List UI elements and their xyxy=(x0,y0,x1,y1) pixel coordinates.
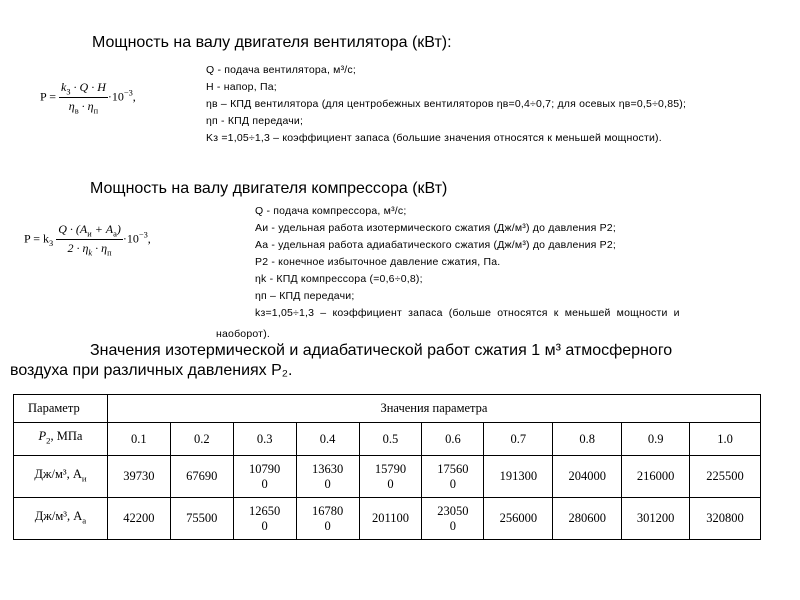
table-cell: 39730 xyxy=(107,456,170,498)
fan-power-formula: P = $\frac{k_З \cdot Q \cdot H}{\eta_в \cdot \eta_п}$ $\cdot 10^{-3}$, xyxy=(40,80,136,116)
table-cell: 0.1 xyxy=(107,423,170,456)
table-header-row xyxy=(14,395,761,423)
table-cell: 0.4 xyxy=(296,423,359,456)
table-cell: 225500 xyxy=(690,456,761,498)
table-cell: 13630 0 xyxy=(296,456,359,498)
table-row-adiabatic xyxy=(14,498,761,540)
compressor-note-q: Q - подача компрессора, м³/с; xyxy=(255,205,407,217)
row-label-adiabatic: Дж/м³, $A_а$ xyxy=(14,498,108,540)
fan-note-eta-p: ηп - КПД передачи; xyxy=(206,115,304,127)
table-cell: 15790 0 xyxy=(359,456,422,498)
table-cell: 0.3 xyxy=(233,423,296,456)
table-cell: 42200 xyxy=(107,498,170,540)
compressor-note-p2: P2 - конечное избыточное давление сжатия, Па. xyxy=(255,256,501,268)
table-cell: 23050 0 xyxy=(422,498,484,540)
table-cell: 17560 0 xyxy=(422,456,484,498)
fan-power-heading: Мощность на валу двигателя вентилятора (кВт): xyxy=(92,34,452,51)
table-cell: 280600 xyxy=(553,498,622,540)
table-cell: 216000 xyxy=(622,456,690,498)
row-label-isothermal: Дж/м³, $A_и$ xyxy=(14,456,108,498)
header-values: Значения параметра xyxy=(107,395,760,423)
table-cell: 67690 xyxy=(170,456,233,498)
table-cell: 201100 xyxy=(359,498,422,540)
table-row-pressure xyxy=(14,423,761,456)
table-cell: 75500 xyxy=(170,498,233,540)
compressor-note-k: kз=1,05÷1,3 – коэффициент запаса (больше относятся к меньшей мощности и xyxy=(255,307,680,319)
compressor-note-eta-k: ηk - КПД компрессора (=0,6÷0,8); xyxy=(255,273,423,285)
row-label-pressure: $P_2$, МПа xyxy=(14,423,108,456)
table-cell: 301200 xyxy=(622,498,690,540)
table-cell: 12650 0 xyxy=(233,498,296,540)
table-cell: 0.9 xyxy=(622,423,690,456)
fan-note-q: Q - подача вентилятора, м³/с; xyxy=(206,64,356,76)
header-param: Параметр xyxy=(14,395,108,423)
compressor-note-aa: Aа - удельная работа адиабатического сжатия (Дж/м³) до давления P2; xyxy=(255,239,617,251)
table-heading-line2: воздуха при различных давлениях P₂. xyxy=(10,362,293,379)
compressor-note-k-continued: наоборот). xyxy=(216,328,271,340)
table-cell: 10790 0 xyxy=(233,456,296,498)
compressor-power-heading: Мощность на валу двигателя компрессора (кВт) xyxy=(90,180,448,197)
table-cell: 1.0 xyxy=(690,423,761,456)
table-cell: 320800 xyxy=(690,498,761,540)
work-values-table xyxy=(13,394,761,540)
compressor-notes xyxy=(255,203,680,322)
table-heading-line1: Значения изотермической и адиабатической работ сжатия 1 м³ атмосферного xyxy=(90,342,673,359)
fan-notes xyxy=(206,62,686,147)
table-cell: 0.2 xyxy=(170,423,233,456)
compressor-power-formula: $P = k_З$ $\frac{Q \cdot (A_и + A_а)}{2 \cdot \eta_k \cdot \eta_п}$ $\cdot 10^{-3}$, xyxy=(24,222,151,258)
table-cell: 256000 xyxy=(484,498,553,540)
table-cell: 204000 xyxy=(553,456,622,498)
fan-note-eta-v: ηв – КПД вентилятора (для центробежных вентиляторов ηв=0,4÷0,7; для осевых ηв=0,5÷0,85); xyxy=(206,98,687,110)
fan-note-h: H - напор, Па; xyxy=(206,81,277,93)
table-cell: 16780 0 xyxy=(296,498,359,540)
compressor-note-eta-p: ηп – КПД передачи; xyxy=(255,290,355,302)
table-cell: 0.5 xyxy=(359,423,422,456)
table-cell: 0.8 xyxy=(553,423,622,456)
table-cell: 0.7 xyxy=(484,423,553,456)
compressor-note-ai: Aи - удельная работа изотермического сжатия (Дж/м³) до давления P2; xyxy=(255,222,616,234)
fan-note-k: Kз =1,05÷1,3 – коэффициент запаса (большие значения относятся к меньшей мощности). xyxy=(206,132,662,144)
table-row-isothermal xyxy=(14,456,761,498)
table-cell: 191300 xyxy=(484,456,553,498)
table-cell: 0.6 xyxy=(422,423,484,456)
